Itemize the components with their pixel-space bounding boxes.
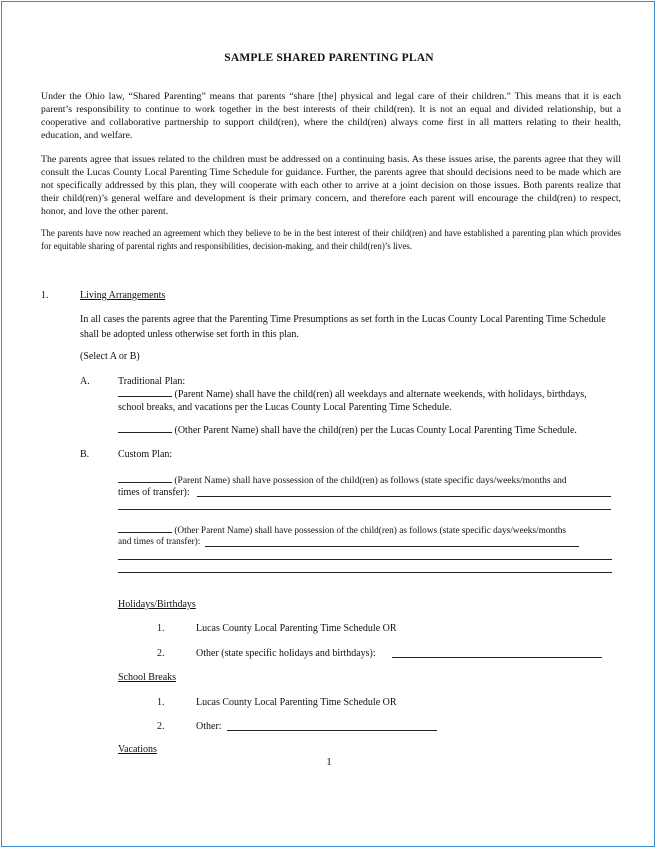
intro-paragraph-2: The parents agree that issues related to the children must be addressed on a continuing basis. As these issues arise, the parents agree that they will consult the Lucas County Local Parenting Time Schedule for guidance. Further, the parents agree that should decisions need to be made which are not specifically addressed by this plan, they will cooperate with each other to arrive at a joint decision on those issues. Both parents realize that their child(ren)’s general welfare and development is their primary concern, and therefore each parent will encourage the child(ren) to respect, honor, and love the other parent. <box>41 154 621 217</box>
holidays-item-1-text: Lucas County Local Parenting Time Schedule OR <box>196 623 397 634</box>
transfer-line-2a[interactable] <box>205 546 579 547</box>
section-number: 1. <box>41 290 49 301</box>
page-number: 1 <box>326 756 332 768</box>
holidays-heading: Holidays/Birthdays <box>118 599 196 610</box>
section-heading: Living Arrangements <box>80 290 166 301</box>
school-breaks-item-1-text: Lucas County Local Parenting Time Schedule OR <box>196 697 397 708</box>
transfer-line-2b[interactable] <box>118 559 612 560</box>
option-a-line1-text: (Parent Name) shall have the child(ren) all weekdays and alternate weekends, with holidays, birthdays, <box>174 389 587 400</box>
vacations-heading: Vacations <box>118 744 157 755</box>
school-breaks-item-2-text: Other: <box>196 721 222 732</box>
option-a-line1 <box>118 387 587 401</box>
other-parent-name-blank[interactable] <box>118 423 172 433</box>
option-b-letter: B. <box>80 449 90 460</box>
holidays-other-line[interactable] <box>392 657 602 658</box>
school-breaks-item-1-num: 1. <box>157 697 165 708</box>
option-a-line1-cont: school breaks, and vacations per the Lucas County Local Parenting Time Schedule. <box>118 402 452 413</box>
school-breaks-heading: School Breaks <box>118 672 177 683</box>
option-b-line1-text: (Parent Name) shall have possession of the child(ren) as follows (state specific days/weeks/months and <box>174 476 567 486</box>
option-b-line1-cont: times of transfer): <box>118 487 190 498</box>
intro-paragraph-3: The parents have now reached an agreement which they believe to be in the best interest of their child(ren) and have established a parenting plan which provides for equitable sharing of parental rights and responsibilities, decision-making, and their child(ren)’s lives. <box>41 228 621 251</box>
option-a-line2-text: (Other Parent Name) shall have the child(ren) per the Lucas County Local Parenting Time Schedule. <box>174 425 577 436</box>
option-a-letter: A. <box>80 376 90 387</box>
transfer-line-2c[interactable] <box>118 572 612 573</box>
other-parent-name-blank-b[interactable] <box>118 523 172 533</box>
option-a-line2 <box>118 423 577 437</box>
holidays-item-2-num: 2. <box>157 648 165 659</box>
transfer-line-1b[interactable] <box>118 509 611 510</box>
option-a-heading: Traditional Plan: <box>118 376 186 387</box>
option-b-line2-text: (Other Parent Name) shall have possession of the child(ren) as follows (state specific days/weeks/months <box>174 526 566 536</box>
school-breaks-other-line[interactable] <box>227 730 437 731</box>
section-intro: In all cases the parents agree that the Parenting Time Presumptions as set forth in the Lucas County Local Parenting Time Schedule shall be adopted unless otherwise set forth in this plan. <box>80 314 606 340</box>
parent-name-blank-b[interactable] <box>118 473 172 483</box>
school-breaks-item-2-num: 2. <box>157 721 165 732</box>
option-b-heading: Custom Plan: <box>118 449 173 460</box>
transfer-line-1a[interactable] <box>197 496 611 497</box>
holidays-item-1-num: 1. <box>157 623 165 634</box>
intro-paragraph-1: Under the Ohio law, “Shared Parenting” means that parents “share [the] physical and legal care of their children.” This means that it is each parent’s responsibility to continue to work together in the best interests of their child(ren). It is not an equal and divided relationship, but a cooperative and collaborative partnership to support child(ren), where the child(ren) always come first in all matters relating to their health, education, and welfare. <box>41 91 621 141</box>
parent-name-blank[interactable] <box>118 387 172 397</box>
option-b-line2-cont: and times of transfer): <box>118 537 201 547</box>
document-title: SAMPLE SHARED PARENTING PLAN <box>224 52 434 64</box>
holidays-item-2-text: Other (state specific holidays and birthdays): <box>196 648 376 659</box>
select-note: (Select A or B) <box>80 351 140 362</box>
